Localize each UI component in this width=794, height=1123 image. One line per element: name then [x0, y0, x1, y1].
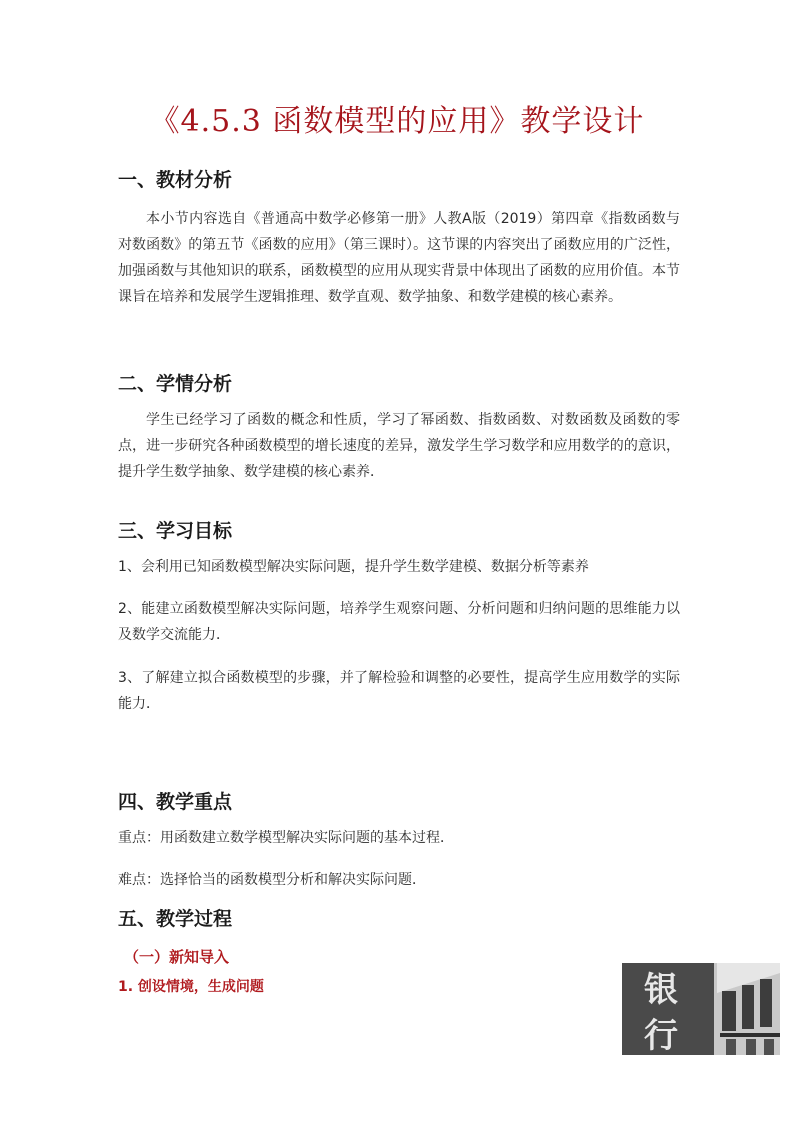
page-title: 《4.5.3 函数模型的应用》教学设计	[149, 104, 645, 139]
section-heading-learner-analysis: 二、学情分析	[118, 373, 233, 395]
step-heading-create-scenario: 1. 创设情境，生成问题	[118, 979, 264, 995]
difficulty-text: 难点：选择恰当的函数模型分析和解决实际问题．	[118, 872, 426, 888]
key-point-text: 重点：用函数建立数学模型解决实际问题的基本过程．	[118, 830, 454, 846]
stamp-char-1: 银	[644, 970, 678, 1010]
textbook-analysis-paragraph: 本小节内容选自《普通高中数学必修第一册》人教A版（2019）第四章《指数函数与对数函数》的第五节《函数的应用》（第三课时）。这节课的内容突出了函数应用的广泛性，加强函数与其他知识的联系，函数模型的应用从现实背景中体现出了函数的应用价值。本节课旨在培养和发展学生逻辑推理、数学直观、数学抽象、和数学建模的核心素养。	[118, 211, 680, 305]
section-heading-learning-objectives: 三、学习目标	[118, 520, 233, 542]
section-heading-teaching-process: 五、教学过程	[118, 908, 233, 930]
learner-analysis-paragraph: 学生已经学习了函数的概念和性质，学习了幂函数、指数函数、对数函数及函数的零点，进一步研究各种函数模型的增长速度的差异，激发学生学习数学和应用数学的的意识，提升学生数学抽象、数学建模的核心素养．	[118, 412, 680, 480]
section-heading-teaching-focus: 四、教学重点	[118, 791, 233, 813]
objective-item-1: 1、会利用已知函数模型解决实际问题，提升学生数学建模、数据分析等素养	[118, 559, 589, 575]
bank-building-image	[622, 963, 780, 1055]
bank-building-photo	[622, 963, 780, 1055]
objective-item-3: 3、了解建立拟合函数模型的步骤，并了解检验和调整的必要性，提高学生应用数学的实际能力．	[118, 670, 680, 712]
section-heading-textbook-analysis: 一、教材分析	[118, 169, 233, 191]
stamp-char-2: 行	[644, 1016, 678, 1055]
objective-item-2: 2、能建立函数模型解决实际问题，培养学生观察问题、分析问题和归纳问题的思维能力以及数学交流能力．	[118, 601, 680, 643]
subsection-heading-new-knowledge-intro: （一）新知导入	[124, 948, 230, 966]
